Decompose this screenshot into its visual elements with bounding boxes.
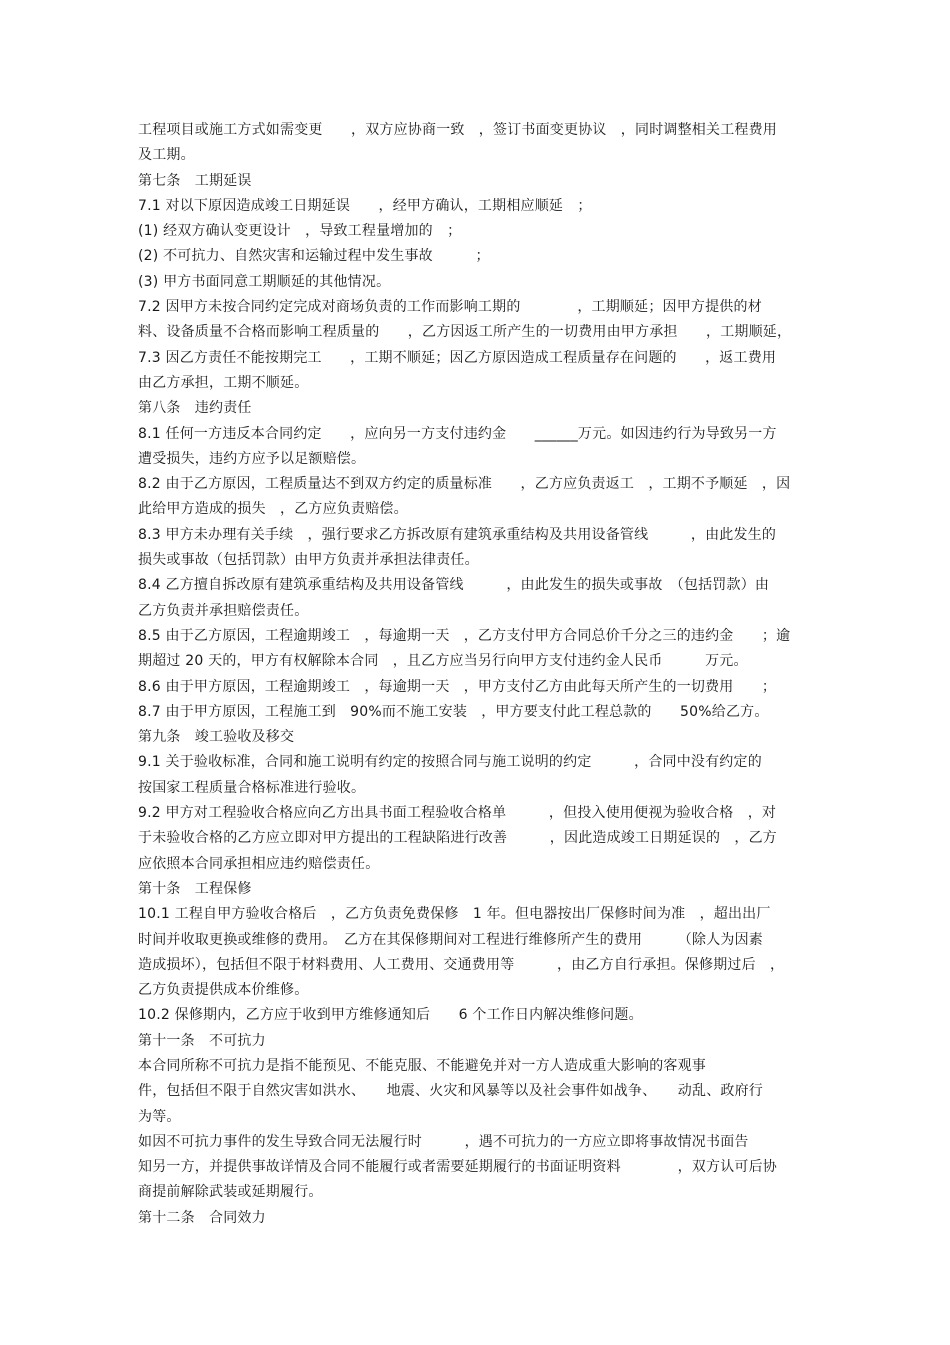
text-line: 商提前解除武装或延期履行。 [138,1184,323,1201]
text-line: (3) 甲方书面同意工期顺延的其他情况。 [138,273,391,290]
text-line: 9.2 甲方对工程验收合格应向乙方出具书面工程验收合格单 ，但投入使用便视为验收合格 ，对 [138,805,777,822]
text-line: 此给甲方造成的损失 ，乙方应负责赔偿。 [138,501,408,518]
text-line: 7.3 因乙方责任不能按期完工 ，工期不顺延；因乙方原因造成工程质量存在问题的 ，返工费用 [138,349,777,366]
text-line: 及工期。 [138,147,195,164]
text-line: 期超过 20 天的，甲方有权解除本合同 ，且乙方应当另行向甲方支付违约金人民币 万元。 [138,653,748,670]
text-line: 10.1 工程自甲方验收合格后 ，乙方负责免费保修 1 年。但电器按出厂保修时间为准 ，超出出厂 [138,906,771,923]
section-heading: 第九条 竣工验收及移交 [138,729,295,746]
section-heading: 第十条 工程保修 [138,880,252,897]
text-line: 8.3 甲方未办理有关手续 ，强行要求乙方拆改原有建筑承重结构及共用设备管线 ，由此发生的 [138,526,777,543]
text-line: 工程项目或施工方式如需变更 ，双方应协商一致 ，签订书面变更协议 ，同时调整相关工程费用 [138,122,777,138]
text-line: 8.6 由于甲方原因，工程逾期竣工 ，每逾期一天 ，甲方支付乙方由此每天所产生的一切费用 ； [138,678,777,695]
text-line: 8.2 由于乙方原因，工程质量达不到双方约定的质量标准 ，乙方应负责返工 ，工期不予顺延 ，因 [138,476,791,493]
text-line: (1) 经双方确认变更设计 ，导致工程量增加的 ； [138,223,462,240]
text-line: 损失或事故（包括罚款）由甲方负责并承担法律责任。 [138,552,479,569]
text-line: 7.1 对以下原因造成竣工日期延误 ，经甲方确认，工期相应顺延 ； [138,197,592,214]
text-line: 9.1 关于验收标准，合同和施工说明有约定的按照合同与施工说明的约定 ，合同中没有约定的 [138,754,762,771]
text-line: 8.5 由于乙方原因，工程逾期竣工 ，每逾期一天 ，乙方支付甲方合同总价千分之三的违约金 ；逾 [138,627,791,644]
section-heading: 第八条 违约责任 [138,400,252,417]
text-line: 料、设备质量不合格而影响工程质量的 ，乙方因返工所产生的一切费用由甲方承担 ，工期顺延， [138,324,792,341]
text-line: 由乙方承担，工期不顺延。 [138,374,309,391]
text-line: 应依照本合同承担相应违约赔偿责任。 [138,855,380,872]
text-line: 8.1 任何一方违反本合同约定 ，应向另一方支付违约金 ______万元。如因违约行为导致另一方 [138,425,777,442]
text-line: (2) 不可抗力、自然灾害和运输过程中发生事故 ； [138,248,490,265]
text-line: 8.7 由于甲方原因，工程施工到 90%而不施工安装 ，甲方要支付此工程总款的 50%给乙方。 [138,703,769,720]
text-line: 本合同所称不可抗力是指不能预见、不能克服、不能避免并对一方人造成重大影响的客观事 [138,1057,706,1074]
section-heading: 第七条 工期延误 [138,172,252,189]
document-page [138,118,810,1231]
text-line: 件，包括但不限于自然灾害如洪水、 地震、火灾和风暴等以及社会事件如战争、 动乱、政府行 [138,1083,763,1100]
section-heading: 第十一条 不可抗力 [138,1032,266,1049]
text-line: 按国家工程质量合格标准进行验收。 [138,779,366,796]
text-line: 于未验收合格的乙方应立即对甲方提出的工程缺陷进行改善 ，因此造成竣工日期延误的 ，乙方 [138,830,777,847]
text-line: 8.4 乙方擅自拆改原有建筑承重结构及共用设备管线 ，由此发生的损失或事故 （包括罚款）由 [138,577,770,594]
text-line: 造成损坏），包括但不限于材料费用、人工费用、交通费用等 ，由乙方自行承担。保修期过后 ， [138,956,785,973]
text-line: 时间并收取更换或维修的费用。 乙方在其保修期间对工程进行维修所产生的费用 （除人为因素 [138,931,763,948]
text-line: 乙方负责并承担赔偿责任。 [138,602,309,619]
text-line: 知另一方，并提供事故详情及合同不能履行或者需要延期履行的书面证明资料 ，双方认可后协 [138,1159,777,1176]
text-line: 10.2 保修期内，乙方应于收到甲方维修通知后 6 个工作日内解决维修问题。 [138,1007,643,1024]
section-heading: 第十二条 合同效力 [138,1209,266,1226]
text-line: 7.2 因甲方未按合同约定完成对商场负责的工作而影响工期的 ，工期顺延；因甲方提供的材 [138,299,762,316]
text-line: 如因不可抗力事件的发生导致合同无法履行时 ，遇不可抗力的一方应立即将事故情况书面告 [138,1133,749,1150]
text-line: 为等。 [138,1108,181,1125]
text-line: 遭受损失，违约方应予以足额赔偿。 [138,450,366,467]
text-line: 乙方负责提供成本价维修。 [138,982,309,999]
